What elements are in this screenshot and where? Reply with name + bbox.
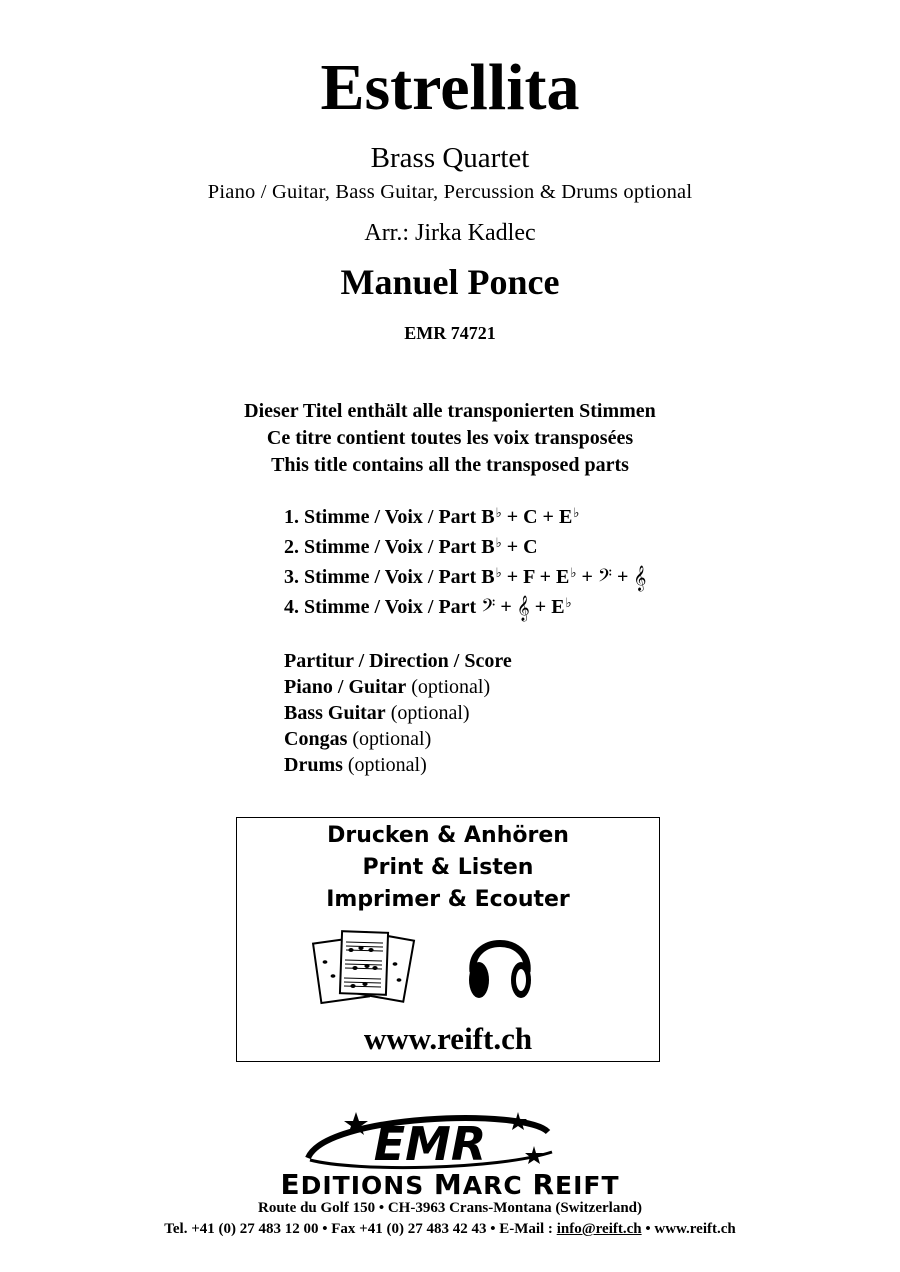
extra-part-note: (optional): [347, 728, 432, 750]
publisher-name: [0, 1170, 900, 1201]
ensemble: Brass Quartet: [370, 142, 530, 174]
flat-symbol: ♭: [495, 536, 502, 551]
publisher-address: Route du Golf 150 • CH-3963 Crans-Montana (Switzerland): [258, 1200, 642, 1216]
piece-title: Estrellita: [320, 51, 580, 124]
parts-list: [284, 499, 646, 619]
print-listen-box: [236, 817, 660, 1062]
instrumentation: Piano / Guitar, Bass Guitar, Percussion & Drums optional: [207, 181, 693, 203]
print-listen-de: Drucken & Anhören: [327, 823, 569, 848]
catalog-number: EMR 74721: [404, 323, 496, 343]
extra-part-name: Drums: [284, 754, 343, 776]
part-key: + C: [501, 536, 538, 558]
publisher-initial: E: [280, 1168, 301, 1201]
extra-part: [284, 726, 512, 752]
flat-symbol: ♭: [570, 566, 577, 581]
part-key: + E: [529, 596, 565, 618]
plus-sign: +: [612, 566, 634, 588]
plus-sign: +: [576, 566, 598, 588]
email-link[interactable]: info@reift.ch: [556, 1221, 642, 1237]
treble-clef-icon: 𝄞: [516, 596, 530, 621]
additional-parts-list: [284, 648, 512, 778]
notice-line-de: Dieser Titel enthält alle transponierten Stimmen: [244, 400, 656, 422]
contact-website[interactable]: • www.reift.ch: [641, 1221, 736, 1237]
extra-part: [284, 648, 512, 674]
part-3: [284, 559, 646, 589]
part-label: 1. Stimme / Voix / Part: [284, 506, 477, 528]
publisher-word: ARC: [462, 1171, 533, 1200]
part-label: 4. Stimme / Voix / Part: [284, 596, 477, 618]
treble-clef-icon: 𝄞: [633, 566, 647, 591]
print-listen-fr: Imprimer & Ecouter: [326, 887, 570, 912]
part-4: [284, 589, 646, 619]
part-key: B: [481, 566, 495, 588]
part-1: [284, 499, 646, 529]
extra-part: [284, 674, 512, 700]
extra-part-note: (optional): [385, 702, 470, 724]
print-listen-en: Print & Listen: [362, 855, 534, 880]
headphones-icon: [465, 924, 535, 1006]
composer: Manuel Ponce: [340, 262, 560, 302]
extra-part-note: (optional): [406, 676, 491, 698]
extra-part-name: Congas: [284, 728, 348, 750]
extra-part-name: Piano / Guitar: [284, 676, 407, 698]
website-link[interactable]: www.reift.ch: [363, 1021, 533, 1056]
publisher-initial: R: [532, 1168, 555, 1201]
publisher-contact: [0, 1219, 900, 1239]
part-key: B: [481, 536, 495, 558]
flat-symbol: ♭: [573, 506, 580, 521]
emr-logo-text: EMR: [373, 1117, 487, 1171]
extra-part: [284, 700, 512, 726]
part-key: + F + E: [501, 566, 570, 588]
bass-clef-icon: 𝄢: [481, 596, 496, 621]
extra-part-name: Partitur / Direction / Score: [284, 650, 512, 672]
transposition-notice: [0, 398, 900, 479]
publisher-initial: M: [433, 1168, 463, 1201]
extra-part-name: Bass Guitar: [284, 702, 386, 724]
publisher-word: EIFT: [555, 1171, 620, 1200]
emr-logo: [296, 1108, 564, 1174]
part-key: B: [481, 506, 495, 528]
part-key: + C + E: [501, 506, 573, 528]
part-label: 2. Stimme / Voix / Part: [284, 536, 477, 558]
extra-part: [284, 752, 512, 778]
publisher-word: DITIONS: [300, 1171, 434, 1200]
flat-symbol: ♭: [495, 566, 502, 581]
contact-phone-fax: Tel. +41 (0) 27 483 12 00 • Fax +41 (0) 27 483 42 43 • E-Mail :: [164, 1221, 557, 1237]
flat-symbol: ♭: [495, 506, 502, 521]
part-label: 3. Stimme / Voix / Part: [284, 566, 477, 588]
notice-line-fr: Ce titre contient toutes les voix transposées: [266, 427, 634, 449]
extra-part-note: (optional): [342, 754, 427, 776]
part-2: [284, 529, 646, 559]
notice-line-en: This title contains all the transposed parts: [271, 454, 629, 476]
plus-sign: +: [495, 596, 517, 618]
flat-symbol: ♭: [565, 596, 572, 611]
bass-clef-icon: 𝄢: [597, 566, 613, 591]
sheet-music-icon: [311, 926, 421, 1006]
arranger: Arr.: Jirka Kadlec: [364, 220, 536, 246]
